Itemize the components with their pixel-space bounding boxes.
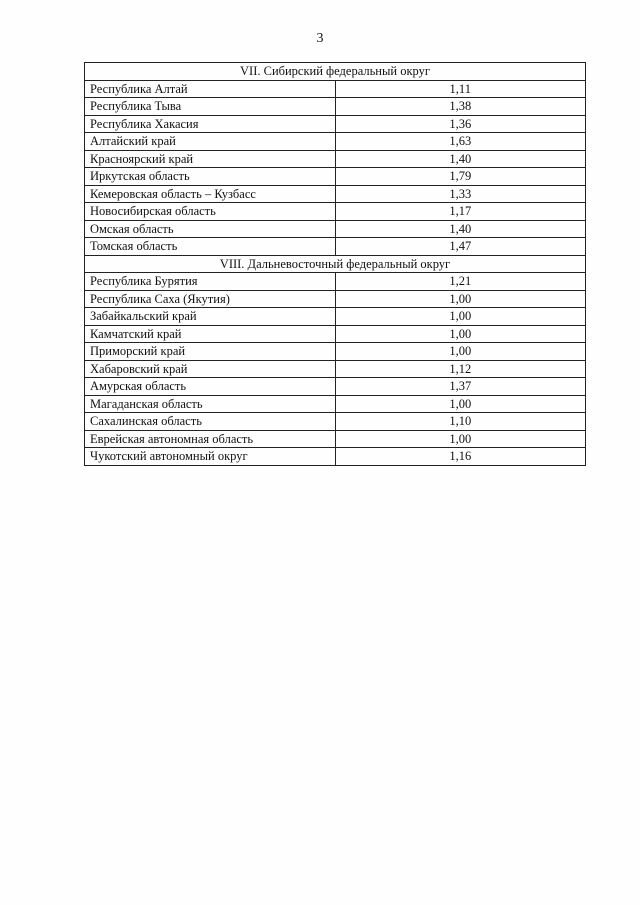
coefficient-value: 1,10 [335,413,586,431]
coefficient-value: 1,00 [335,430,586,448]
coefficient-value: 1,79 [335,168,586,186]
coefficient-value: 1,37 [335,378,586,396]
region-name: Республика Алтай [85,80,336,98]
region-name: Иркутская область [85,168,336,186]
table-body [85,63,586,466]
coefficient-value: 1,17 [335,203,586,221]
region-name: Красноярский край [85,150,336,168]
page-number: 3 [316,31,324,46]
table-row [85,185,586,203]
table-row [85,290,586,308]
coefficient-value: 1,00 [335,325,586,343]
table-row [85,378,586,396]
region-name: Амурская область [85,378,336,396]
coefficient-value: 1,63 [335,133,586,151]
section-header-row [85,63,586,81]
coefficient-value: 1,00 [335,308,586,326]
coefficient-value: 1,11 [335,80,586,98]
section-title: VIII. Дальневосточный федеральный округ [85,255,586,273]
region-name: Томская область [85,238,336,256]
region-name: Приморский край [85,343,336,361]
coefficient-value: 1,00 [335,290,586,308]
table-row [85,238,586,256]
coefficient-value: 1,00 [335,343,586,361]
table-row [85,203,586,221]
coefficient-value: 1,21 [335,273,586,291]
region-name: Республика Саха (Якутия) [85,290,336,308]
table-row [85,448,586,466]
table-row [85,325,586,343]
region-name: Камчатский край [85,325,336,343]
coefficient-value: 1,33 [335,185,586,203]
table-row [85,150,586,168]
region-name: Новосибирская область [85,203,336,221]
table-row [85,308,586,326]
table-row [85,80,586,98]
table-row [85,98,586,116]
table-row [85,115,586,133]
coefficient-value: 1,40 [335,220,586,238]
table-row [85,168,586,186]
section-header-row [85,255,586,273]
regional-coefficient-table [84,62,586,466]
coefficient-value: 1,00 [335,395,586,413]
table-row [85,220,586,238]
region-name: Магаданская область [85,395,336,413]
region-name: Чукотский автономный округ [85,448,336,466]
region-name: Сахалинская область [85,413,336,431]
coefficient-value: 1,12 [335,360,586,378]
region-name: Забайкальский край [85,308,336,326]
region-name: Омская область [85,220,336,238]
region-name: Хабаровский край [85,360,336,378]
coefficient-value: 1,16 [335,448,586,466]
region-name: Еврейская автономная область [85,430,336,448]
table-row [85,360,586,378]
region-name: Республика Хакасия [85,115,336,133]
section-title: VII. Сибирский федеральный округ [85,63,586,81]
table-row [85,343,586,361]
coefficient-value: 1,47 [335,238,586,256]
coefficient-value: 1,40 [335,150,586,168]
region-name: Кемеровская область – Кузбасс [85,185,336,203]
table-row [85,430,586,448]
region-name: Республика Бурятия [85,273,336,291]
table-row [85,133,586,151]
coefficient-value: 1,38 [335,98,586,116]
region-name: Алтайский край [85,133,336,151]
table-row [85,395,586,413]
table-row [85,413,586,431]
region-name: Республика Тыва [85,98,336,116]
table-row [85,273,586,291]
coefficient-value: 1,36 [335,115,586,133]
